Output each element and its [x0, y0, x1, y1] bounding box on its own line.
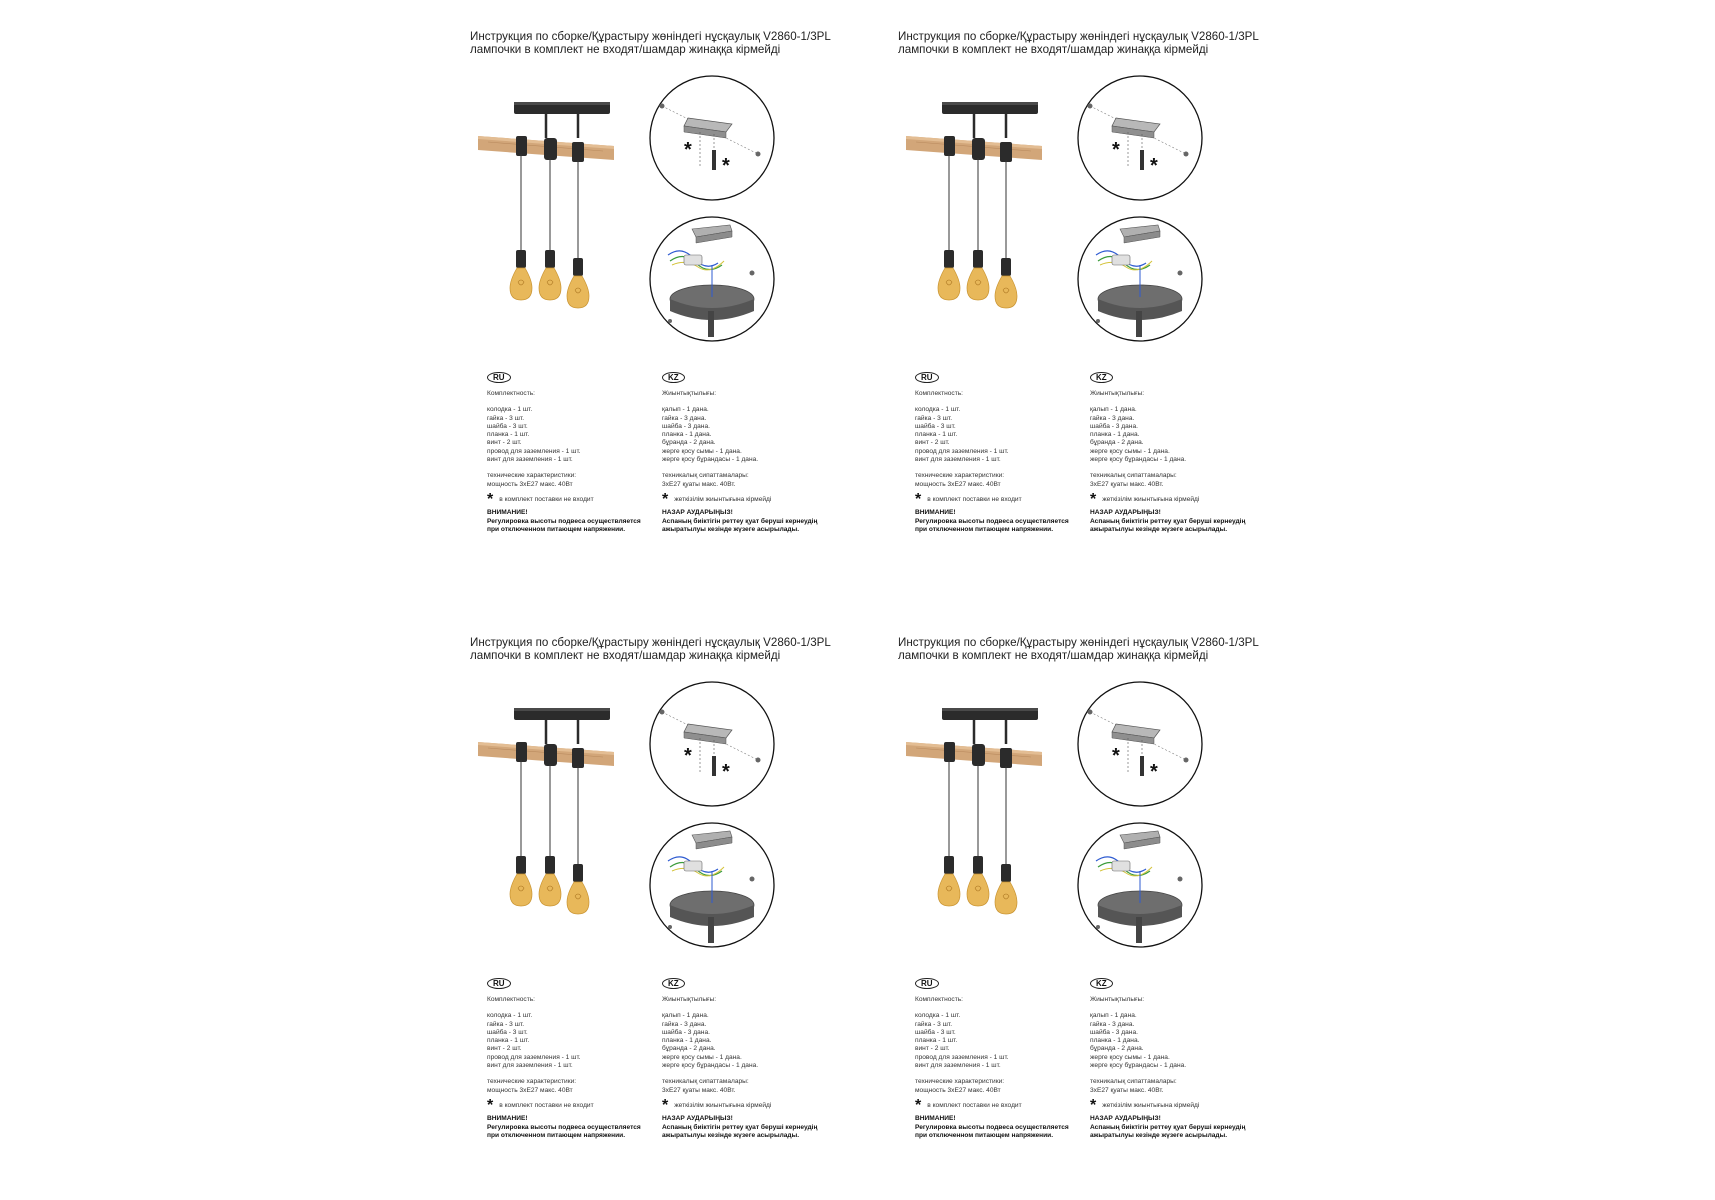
list-item: планка - 1 шт.: [487, 431, 530, 439]
asterisk-icon: *: [915, 491, 922, 509]
kz-warning: [1090, 509, 1270, 534]
list-item: провод для заземления - 1 шт.: [915, 447, 1009, 455]
ru-items-list: [915, 406, 1095, 464]
list-item: жерге қосу сымы - 1 дана.: [1090, 447, 1170, 455]
list-item: шайба - 3 шт.: [487, 1028, 528, 1036]
list-item: шайба - 3 шт.: [915, 422, 956, 430]
kz-tech-label: техникалық сипаттамалары:: [662, 472, 749, 480]
list-item: винт для заземления - 1 шт.: [487, 456, 573, 464]
list-item: планка - 1 дана.: [1090, 431, 1140, 439]
ru-warning: [487, 1115, 667, 1140]
ru-warning-title: ВНИМАНИЕ!: [915, 1115, 956, 1123]
kz-star-note: [662, 1097, 842, 1115]
ru-warning-line-1: Регулировка высоты подвеса осуществляется: [915, 517, 1069, 525]
kz-badge: KZ: [662, 372, 685, 383]
ru-tech-label: технические характеристики:: [487, 1078, 577, 1086]
list-item: винт - 2 шт.: [487, 1045, 522, 1053]
asterisk-left: *: [1112, 745, 1120, 767]
asterisk-left: *: [684, 139, 692, 161]
mounting-plate-detail: [648, 74, 776, 202]
instruction-sheet-top-left: [470, 30, 870, 570]
socket-right: [573, 864, 583, 882]
kz-warning-line-2: ажыратылуы кезінде жүзеге асырылады.: [1090, 1131, 1228, 1139]
kz-tech: [1090, 472, 1270, 489]
ru-items-list: [915, 1012, 1095, 1070]
ru-warning-line-1: Регулировка высоты подвеса осуществляется: [487, 517, 641, 525]
socket-left: [516, 856, 526, 874]
list-item: шайба - 3 шт.: [487, 422, 528, 430]
list-item: гайка - 3 шт.: [487, 1020, 525, 1028]
kz-badge: KZ: [1090, 978, 1113, 989]
socket-right: [1001, 258, 1011, 276]
list-item: винт для заземления - 1 шт.: [487, 1062, 573, 1070]
screw-icon-right: [756, 758, 761, 763]
kz-tech-label: техникалық сипаттамалары:: [1090, 472, 1177, 480]
ru-section: [915, 372, 1095, 534]
bulb-right: [995, 882, 1017, 914]
bulb-right: [567, 276, 589, 308]
asterisk-right: *: [722, 761, 730, 783]
asterisk-icon: *: [1090, 1097, 1097, 1115]
ru-warning: [915, 1115, 1095, 1140]
list-item: қалып - 1 дана.: [1090, 1012, 1137, 1020]
list-item: гайка - 3 шт.: [915, 1020, 953, 1028]
ru-star-note: [487, 491, 669, 509]
asterisk-icon: *: [1090, 491, 1097, 509]
ru-tech-label: технические характеристики:: [915, 472, 1005, 480]
list-item: қалып - 1 дана.: [662, 406, 709, 414]
pendant-lamp-illustration: [478, 708, 628, 948]
ru-star-note: [915, 491, 1097, 509]
list-item: қалып - 1 дана.: [662, 1012, 709, 1020]
ru-star-note: [915, 1097, 1097, 1115]
ru-tech: [487, 1078, 667, 1095]
bulb-left: [938, 268, 960, 300]
kz-star-text: жеткізілім жиынтығына кірмейді: [674, 1101, 772, 1109]
list-item: жерге қосу сымы - 1 дана.: [1090, 1053, 1170, 1061]
title-line-1: Инструкция по сборке/Құрастыру жөніндегі нұсқаулық V2860-1/3PL: [470, 30, 831, 43]
socket-left: [516, 250, 526, 268]
list-item: планка - 1 шт.: [915, 431, 958, 439]
mounting-plate-detail: [1076, 74, 1204, 202]
kz-badge: KZ: [1090, 372, 1113, 383]
pendant-lamp-illustration: [906, 102, 1056, 342]
bulb-mid: [967, 268, 989, 300]
ru-tech: [915, 1078, 1095, 1095]
screw-icon: [1088, 104, 1093, 109]
asterisk-right: *: [1150, 761, 1158, 783]
ru-warning-line-2: при отключенном питающем напряжении.: [915, 525, 1054, 533]
asterisk-icon: *: [487, 491, 494, 509]
title-line-1: Инструкция по сборке/Құрастыру жөніндегі нұсқаулық V2860-1/3PL: [898, 636, 1259, 649]
clamp-mid: [544, 138, 557, 160]
kz-warning-line-1: Аспаның биіктігін реттеу қуат беруші кернеудің: [662, 1123, 818, 1131]
bulb-mid: [539, 874, 561, 906]
kz-items-list: [1090, 406, 1270, 464]
screw-icon: [660, 104, 665, 109]
kz-star-note: [1090, 491, 1270, 509]
socket-left: [944, 250, 954, 268]
ru-badge: RU: [915, 978, 939, 989]
ru-tech: [487, 472, 667, 489]
terminal-block: [1112, 861, 1130, 871]
kz-tech-value: 3хЕ27 қуаты макс. 40Вт.: [662, 1086, 736, 1094]
list-item: шайба - 3 дана.: [1090, 422, 1138, 430]
ru-warning-line-2: при отключенном питающем напряжении.: [915, 1131, 1054, 1139]
asterisk-icon: *: [915, 1097, 922, 1115]
bulb-left: [938, 874, 960, 906]
clamp-mid: [544, 744, 557, 766]
terminal-block: [1112, 255, 1130, 265]
ru-section: [487, 372, 667, 534]
ru-warning: [915, 509, 1095, 534]
list-item: гайка - 3 шт.: [487, 414, 525, 422]
ru-badge: RU: [915, 372, 939, 383]
kz-tech-value: 3хЕ27 қуаты макс. 40Вт.: [662, 480, 736, 488]
ru-contents-label: Комплектность:: [915, 996, 963, 1003]
socket-mid: [545, 250, 555, 268]
list-item: планка - 1 дана.: [662, 431, 712, 439]
list-item: жерге қосу сымы - 1 дана.: [662, 447, 742, 455]
list-item: колодка - 1 шт.: [487, 406, 533, 414]
ru-tech-value: мощность 3хЕ27 макс. 40Вт: [915, 1086, 1001, 1094]
ru-warning-title: ВНИМАНИЕ!: [487, 509, 528, 517]
list-item: винт для заземления - 1 шт.: [915, 456, 1001, 464]
pendant-lamp-illustration: [478, 102, 628, 342]
ru-star-text: в комплект поставки не входит: [927, 495, 1022, 503]
list-item: провод для заземления - 1 шт.: [915, 1053, 1009, 1061]
list-item: гайка - 3 шт.: [915, 414, 953, 422]
kz-tech-label: техникалық сипаттамалары:: [662, 1078, 749, 1086]
kz-items-list: [662, 1012, 842, 1070]
kz-badge: KZ: [662, 978, 685, 989]
screw-icon-right: [756, 152, 761, 157]
kz-items-list: [662, 406, 842, 464]
ru-star-text: в комплект поставки не входит: [499, 1101, 594, 1109]
ru-items-list: [487, 1012, 667, 1070]
asterisk-right: *: [722, 155, 730, 177]
kz-section: [662, 978, 842, 1140]
list-item: винт - 2 шт.: [487, 439, 522, 447]
ru-warning-line-1: Регулировка высоты подвеса осуществляется: [915, 1123, 1069, 1131]
list-item: жерге қосу бұрандасы - 1 дана.: [662, 456, 759, 464]
bulb-left: [510, 268, 532, 300]
kz-warning-title: НАЗАР АУДАРЫҢЫЗ!: [1090, 509, 1161, 517]
kz-tech: [1090, 1078, 1270, 1095]
asterisk-left: *: [1112, 139, 1120, 161]
kz-warning: [662, 509, 842, 534]
kz-tech: [662, 1078, 842, 1095]
mounting-plate-detail: [648, 680, 776, 808]
wiring-canopy-detail: [1076, 821, 1204, 949]
instruction-sheet-bottom-right: [898, 636, 1298, 1176]
list-item: провод для заземления - 1 шт.: [487, 447, 581, 455]
list-item: гайка - 3 дана.: [662, 414, 707, 422]
list-item: шайба - 3 дана.: [1090, 1028, 1138, 1036]
ru-tech-value: мощность 3хЕ27 макс. 40Вт: [487, 480, 573, 488]
kz-tech-label: техникалық сипаттамалары:: [1090, 1078, 1177, 1086]
kz-star-note: [662, 491, 842, 509]
ru-contents-label: Комплектность:: [487, 390, 535, 397]
kz-star-text: жеткізілім жиынтығына кірмейді: [1102, 495, 1200, 503]
pendant-lamp-illustration: [906, 708, 1056, 948]
title-line-2: лампочки в комплект не входят/шамдар жинаққа кірмейді: [470, 43, 781, 56]
kz-warning: [1090, 1115, 1270, 1140]
list-item: планка - 1 шт.: [915, 1037, 958, 1045]
bulb-left: [510, 874, 532, 906]
ru-warning-line-1: Регулировка высоты подвеса осуществляется: [487, 1123, 641, 1131]
title-line-1: Инструкция по сборке/Құрастыру жөніндегі нұсқаулық V2860-1/3PL: [470, 636, 831, 649]
ru-tech-label: технические характеристики:: [487, 472, 577, 480]
ru-warning-line-2: при отключенном питающем напряжении.: [487, 1131, 626, 1139]
list-item: планка - 1 дана.: [1090, 1037, 1140, 1045]
clamp-right: [1000, 142, 1012, 162]
ru-star-text: в комплект поставки не входит: [499, 495, 594, 503]
screw-icon: [660, 710, 665, 715]
ru-items-list: [487, 406, 667, 464]
kz-section: [1090, 978, 1270, 1140]
list-item: жерге қосу бұрандасы - 1 дана.: [662, 1062, 759, 1070]
title-line-2: лампочки в комплект не входят/шамдар жинаққа кірмейді: [470, 649, 781, 662]
list-item: колодка - 1 шт.: [487, 1012, 533, 1020]
ru-warning-line-2: при отключенном питающем напряжении.: [487, 525, 626, 533]
kz-section: [662, 372, 842, 534]
kz-warning-title: НАЗАР АУДАРЫҢЫЗ!: [662, 509, 733, 517]
clamp-mid: [972, 744, 985, 766]
ru-badge: RU: [487, 978, 511, 989]
kz-section: [1090, 372, 1270, 534]
list-item: жерге қосу сымы - 1 дана.: [662, 1053, 742, 1061]
instruction-title: [898, 636, 1298, 662]
asterisk-icon: *: [662, 491, 669, 509]
screw-icon-right: [1184, 758, 1189, 763]
wiring-canopy-detail: [1076, 215, 1204, 343]
ru-contents-label: Комплектность:: [915, 390, 963, 397]
instruction-sheet-bottom-left: [470, 636, 870, 1176]
socket-right: [1001, 864, 1011, 882]
socket-mid: [973, 250, 983, 268]
list-item: гайка - 3 дана.: [662, 1020, 707, 1028]
list-item: планка - 1 дана.: [662, 1037, 712, 1045]
ru-section: [487, 978, 667, 1140]
list-item: бұранда - 2 дана.: [662, 439, 716, 447]
kz-tech-value: 3хЕ27 қуаты макс. 40Вт.: [1090, 1086, 1164, 1094]
list-item: гайка - 3 дана.: [1090, 414, 1135, 422]
instruction-sheet-top-right: [898, 30, 1298, 570]
kz-contents-label: Жиынтықтылығы:: [662, 390, 717, 397]
ru-tech-label: технические характеристики:: [915, 1078, 1005, 1086]
instruction-title: [470, 30, 870, 56]
kz-tech-value: 3хЕ27 қуаты макс. 40Вт.: [1090, 480, 1164, 488]
ru-tech-value: мощность 3хЕ27 макс. 40Вт: [915, 480, 1001, 488]
kz-tech: [662, 472, 842, 489]
list-item: гайка - 3 дана.: [1090, 1020, 1135, 1028]
clamp-left: [944, 742, 955, 762]
socket-left: [944, 856, 954, 874]
list-item: винт для заземления - 1 шт.: [915, 1062, 1001, 1070]
list-item: планка - 1 шт.: [487, 1037, 530, 1045]
wiring-canopy-detail: [648, 215, 776, 343]
screw-icon-right: [1184, 152, 1189, 157]
kz-warning-line-2: ажыратылуы кезінде жүзеге асырылады.: [662, 525, 800, 533]
kz-star-text: жеткізілім жиынтығына кірмейді: [674, 495, 772, 503]
kz-warning-line-2: ажыратылуы кезінде жүзеге асырылады.: [662, 1131, 800, 1139]
list-item: винт - 2 шт.: [915, 439, 950, 447]
bulb-mid: [539, 268, 561, 300]
list-item: жерге қосу бұрандасы - 1 дана.: [1090, 1062, 1187, 1070]
title-line-1: Инструкция по сборке/Құрастыру жөніндегі нұсқаулық V2860-1/3PL: [898, 30, 1259, 43]
ru-contents-label: Комплектность:: [487, 996, 535, 1003]
ru-warning: [487, 509, 667, 534]
ru-warning-title: ВНИМАНИЕ!: [915, 509, 956, 517]
ru-badge: RU: [487, 372, 511, 383]
socket-right: [573, 258, 583, 276]
kz-contents-label: Жиынтықтылығы:: [1090, 390, 1145, 397]
list-item: шайба - 3 шт.: [915, 1028, 956, 1036]
mounting-plate-detail: [1076, 680, 1204, 808]
instruction-title: [470, 636, 870, 662]
list-item: шайба - 3 дана.: [662, 1028, 710, 1036]
asterisk-left: *: [684, 745, 692, 767]
list-item: шайба - 3 дана.: [662, 422, 710, 430]
list-item: бұранда - 2 дана.: [1090, 1045, 1144, 1053]
clamp-right: [1000, 748, 1012, 768]
ru-section: [915, 978, 1095, 1140]
kz-star-text: жеткізілім жиынтығына кірмейді: [1102, 1101, 1200, 1109]
asterisk-right: *: [1150, 155, 1158, 177]
socket-mid: [545, 856, 555, 874]
list-item: бұранда - 2 дана.: [662, 1045, 716, 1053]
list-item: винт - 2 шт.: [915, 1045, 950, 1053]
ru-warning-title: ВНИМАНИЕ!: [487, 1115, 528, 1123]
clamp-right: [572, 142, 584, 162]
list-item: қалып - 1 дана.: [1090, 406, 1137, 414]
clamp-left: [516, 136, 527, 156]
list-item: колодка - 1 шт.: [915, 1012, 961, 1020]
kz-items-list: [1090, 1012, 1270, 1070]
kz-warning-title: НАЗАР АУДАРЫҢЫЗ!: [1090, 1115, 1161, 1123]
ru-tech-value: мощность 3хЕ27 макс. 40Вт: [487, 1086, 573, 1094]
kz-warning-title: НАЗАР АУДАРЫҢЫЗ!: [662, 1115, 733, 1123]
list-item: провод для заземления - 1 шт.: [487, 1053, 581, 1061]
clamp-left: [944, 136, 955, 156]
bulb-right: [567, 882, 589, 914]
kz-contents-label: Жиынтықтылығы:: [662, 996, 717, 1003]
asterisk-icon: *: [487, 1097, 494, 1115]
clamp-mid: [972, 138, 985, 160]
kz-warning-line-2: ажыратылуы кезінде жүзеге асырылады.: [1090, 525, 1228, 533]
title-line-2: лампочки в комплект не входят/шамдар жинаққа кірмейді: [898, 649, 1209, 662]
socket-mid: [973, 856, 983, 874]
kz-warning: [662, 1115, 842, 1140]
terminal-block: [684, 255, 702, 265]
kz-warning-line-1: Аспаның биіктігін реттеу қуат беруші кернеудің: [1090, 517, 1246, 525]
list-item: жерге қосу бұрандасы - 1 дана.: [1090, 456, 1187, 464]
ru-star-text: в комплект поставки не входит: [927, 1101, 1022, 1109]
wiring-canopy-detail: [648, 821, 776, 949]
kz-warning-line-1: Аспаның биіктігін реттеу қуат беруші кернеудің: [662, 517, 818, 525]
instruction-title: [898, 30, 1298, 56]
kz-star-note: [1090, 1097, 1270, 1115]
bulb-mid: [967, 874, 989, 906]
list-item: бұранда - 2 дана.: [1090, 439, 1144, 447]
asterisk-icon: *: [662, 1097, 669, 1115]
kz-contents-label: Жиынтықтылығы:: [1090, 996, 1145, 1003]
clamp-right: [572, 748, 584, 768]
clamp-left: [516, 742, 527, 762]
terminal-block: [684, 861, 702, 871]
ru-star-note: [487, 1097, 669, 1115]
ru-tech: [915, 472, 1095, 489]
title-line-2: лампочки в комплект не входят/шамдар жинаққа кірмейді: [898, 43, 1209, 56]
kz-warning-line-1: Аспаның биіктігін реттеу қуат беруші кернеудің: [1090, 1123, 1246, 1131]
list-item: колодка - 1 шт.: [915, 406, 961, 414]
screw-icon: [1088, 710, 1093, 715]
bulb-right: [995, 276, 1017, 308]
